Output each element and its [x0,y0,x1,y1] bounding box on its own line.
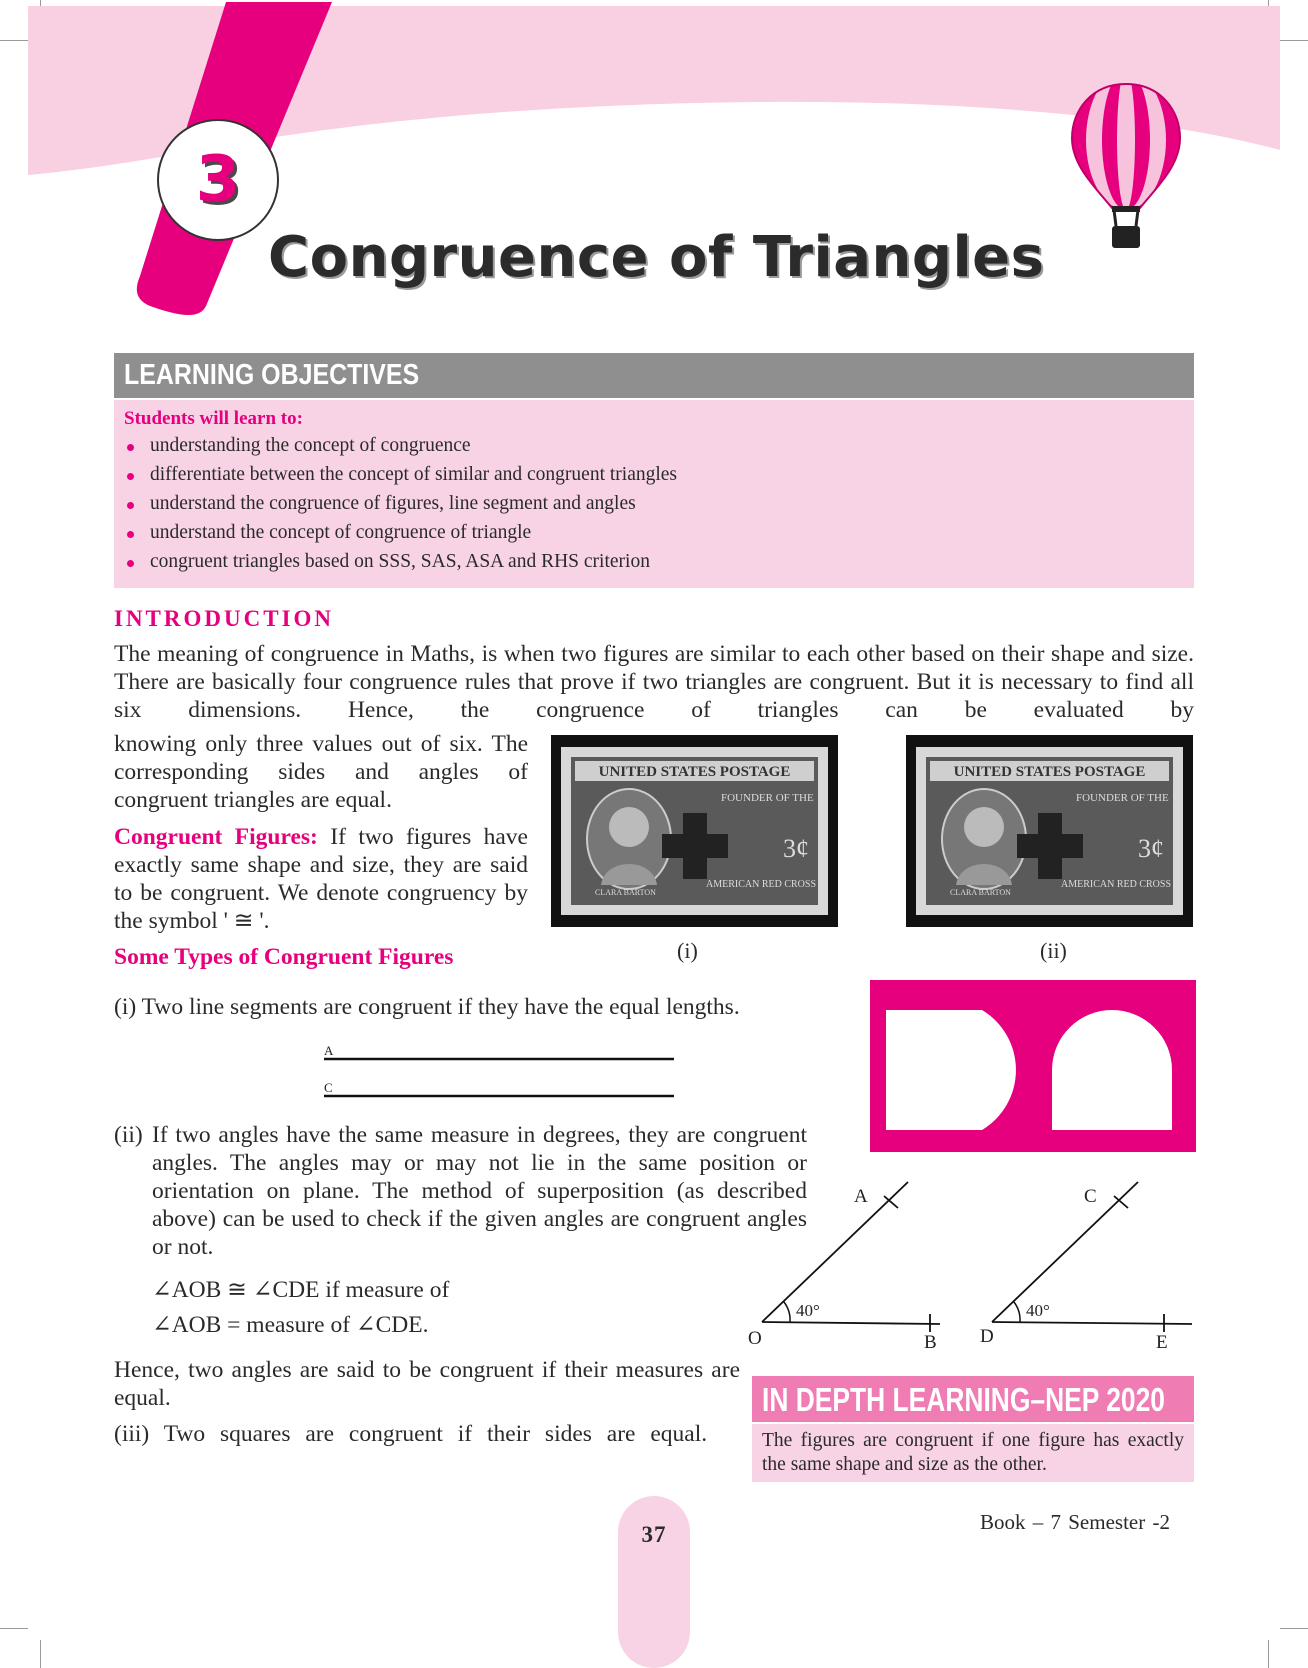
learning-objectives-header [114,353,1194,398]
segment-label-a: A [324,1043,334,1058]
stamp-society-text: AMERICAN RED CROSS [706,879,817,890]
stamp-caption-2: (ii) [1040,938,1067,963]
chapter-number-badge [156,118,280,242]
chapter-title: Congruence of Triangles [268,225,1045,290]
stamp-caption-1: (i) [677,938,698,963]
learning-objectives-title: LEARNING OBJECTIVES [124,359,420,391]
nep-title: IN DEPTH LEARNING–NEP 2020 [762,1381,1165,1418]
hot-air-balloon-icon [1070,80,1182,260]
segment-label-c: C [324,1080,333,1095]
introduction-paragraph-continued: knowing only three values out of six. The corresponding sides and angles of congruent triangles are equal. [114,731,528,813]
type-item-1: (i) Two line segments are congruent if they have the equal lengths. [114,994,740,1020]
learning-objectives-list [124,435,677,580]
objective-item: understand the congruence of figures, line segment and angles [124,493,677,522]
stamp-header-text: UNITED STATES POSTAGE [953,764,1146,780]
objective-item: congruent triangles based on SSS, SAS, ASA and RHS criterion [124,551,677,580]
nep-box [752,1424,1194,1482]
congruent-figures-paragraph [114,823,528,935]
stamp-society-text: AMERICAN RED CROSS [1061,879,1172,890]
angle1-vertex-label: O [748,1328,762,1349]
line-segments-figure [320,1040,680,1100]
congruent-figures-text: If two figures have exactly same shape and size, they are said to be congruent. We denote congruency by the symbol ' ≅ '. [114,824,528,934]
hence-paragraph: Hence, two angles are said to be congruent if their measures are equal. [114,1357,740,1411]
introduction-heading: INTRODUCTION [114,606,335,631]
types-heading: Some Types of Congruent Figures [114,944,454,970]
angle-equation-1: ∠AOB ≅ ∠CDE if measure of [152,1277,450,1303]
type-item-2-text: If two angles have the same measure in degrees, they are congruent angles. The angles may or may not lie in the same position or orientation on plane. The method of superposition (as described above) can be used to check if the given angles are congruent angles or not. [152,1122,807,1260]
nep-text: The figures are congruent if one figure has exactly the same shape and size as the other. [762,1430,1184,1475]
angle2-vertex-label: D [980,1326,994,1347]
stamp-founder-text: FOUNDER OF THE [1076,792,1169,804]
stamp-name-text: CLARA BARTON [950,888,1011,897]
crop-mark [1280,1628,1308,1629]
crop-mark [40,1640,41,1668]
crop-mark [0,1628,28,1629]
angle2-measure: 40° [1026,1301,1050,1320]
objective-item: understand the concept of congruence of triangle [124,522,677,551]
page-number-tab [618,1496,690,1668]
page-number: 37 [641,1522,667,1547]
stamp-name-text: CLARA BARTON [595,888,656,897]
nep-header [752,1376,1194,1422]
footer-book-label: Book – 7 Semester -2 [980,1510,1170,1534]
objective-item: understanding the concept of congruence [124,435,677,464]
stamp-value-text: 3¢ [783,834,809,863]
stamp-founder-text: FOUNDER OF THE [721,792,814,804]
learning-objectives-box [114,400,1194,588]
type-item-2 [114,1121,807,1261]
congruent-angles-figure [740,1172,1200,1358]
congruent-shapes-figure [870,980,1196,1152]
type-item-3: (iii) Two squares are congruent if their sides are equal. [114,1421,708,1447]
introduction-paragraph: The meaning of congruence in Maths, is when two figures are similar to each other based on their shape and size. There are basically four congruence rules that prove if two triangles are congruent. But it is necessary to find all six dimensions. Hence, the congruence of triangles can be evaluated by [114,641,1194,723]
angle1-measure: 40° [796,1301,820,1320]
angle1-arm-label: A [854,1186,868,1207]
objective-item: differentiate between the concept of similar and congruent triangles [124,464,677,493]
chapter-number: 3 [195,143,241,217]
angle-equation-2: ∠AOB = measure of ∠CDE. [152,1312,429,1338]
stamp-image-1 [551,735,838,927]
congruent-figures-label: Congruent Figures: [114,824,318,850]
crop-mark [1268,1640,1269,1668]
type-item-2-number: (ii) [114,1122,143,1148]
angle2-base-label: E [1156,1332,1168,1353]
learning-objectives-intro: Students will learn to: [124,408,303,429]
stamp-value-text: 3¢ [1138,834,1164,863]
stamp-header-text: UNITED STATES POSTAGE [598,764,791,780]
angle2-arm-label: C [1084,1186,1097,1207]
stamp-image-2 [906,735,1193,927]
angle1-base-label: B [924,1332,937,1353]
